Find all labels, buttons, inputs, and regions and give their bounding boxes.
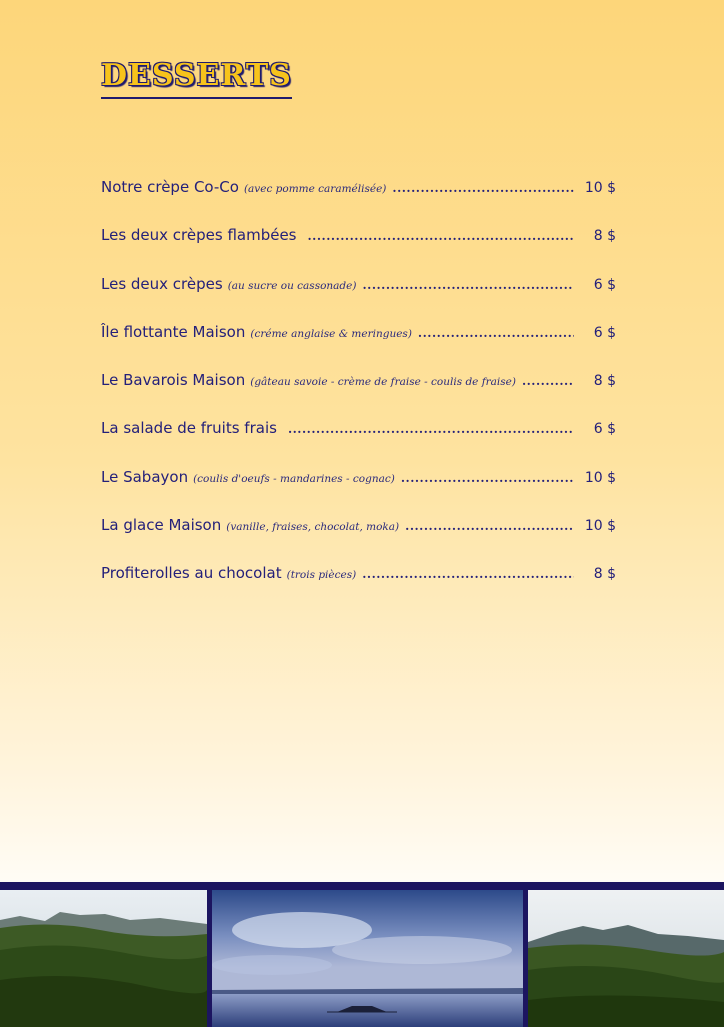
menu-item-price: 6 $ bbox=[593, 324, 616, 341]
lake-sky-boat-photo bbox=[212, 890, 523, 1027]
menu-item bbox=[101, 419, 616, 467]
dot-leader bbox=[392, 181, 574, 195]
dot-leader bbox=[362, 278, 574, 292]
menu-item-name: Les deux crèpes flambées bbox=[101, 226, 297, 245]
menu-item-price: 8 $ bbox=[593, 373, 616, 390]
mountain-forest-photo bbox=[528, 890, 724, 1027]
menu-item-price: 10 $ bbox=[584, 180, 616, 196]
menu-item bbox=[101, 468, 616, 516]
menu-item bbox=[101, 564, 616, 612]
menu-item-description: (gâteau savoie - crème de fraise - coulis de fraise) bbox=[250, 376, 516, 389]
menu-item-name: Le Sabayon bbox=[101, 467, 189, 486]
page-title: DESSERTS bbox=[101, 56, 292, 99]
forest-hills-photo bbox=[0, 890, 207, 1027]
menu-item-description: (avec pomme caramélisée) bbox=[243, 183, 387, 195]
menu-item-price: 8 $ bbox=[593, 566, 616, 583]
menu-item-name: Notre crèpe Co-Co bbox=[101, 178, 239, 196]
dot-leader bbox=[308, 229, 575, 243]
dot-leader bbox=[362, 567, 574, 581]
menu-item-description: (vanille, fraises, chocolat, moka) bbox=[226, 521, 400, 534]
dot-leader bbox=[401, 471, 574, 485]
menu-item-price: 8 $ bbox=[593, 228, 616, 245]
menu-item-name: La salade de fruits frais bbox=[101, 419, 277, 438]
menu-item-description: (trois pièces) bbox=[286, 569, 357, 582]
dessert-menu-list bbox=[101, 178, 616, 613]
menu-item bbox=[101, 516, 616, 564]
menu-item bbox=[101, 323, 616, 371]
menu-item-description: (au sucre ou cassonade) bbox=[227, 279, 357, 292]
dot-leader bbox=[288, 422, 574, 436]
menu-item-name: Profiterolles au chocolat bbox=[101, 564, 282, 583]
menu-item-name: Les deux crèpes bbox=[101, 274, 223, 293]
menu-item-price: 10 $ bbox=[584, 469, 616, 486]
menu-item bbox=[101, 178, 616, 226]
menu-item-name: Le Bavarois Maison bbox=[101, 371, 246, 390]
menu-item-description: (coulis d'oeufs - mandarines - cognac) bbox=[193, 472, 395, 485]
menu-item bbox=[101, 275, 616, 323]
menu-item-name: La glace Maison bbox=[101, 516, 222, 535]
menu-item-name: Île flottante Maison bbox=[101, 322, 246, 341]
menu-item-description: (créme anglaise & meringues) bbox=[250, 327, 412, 340]
dot-leader bbox=[522, 374, 574, 388]
dot-leader bbox=[418, 326, 574, 340]
photo-strip bbox=[0, 882, 724, 1027]
menu-item bbox=[101, 371, 616, 419]
menu-item-price: 6 $ bbox=[593, 276, 616, 293]
menu-item-price: 10 $ bbox=[584, 518, 616, 535]
menu-item bbox=[101, 226, 616, 274]
dot-leader bbox=[405, 519, 574, 533]
menu-item-price: 6 $ bbox=[593, 421, 616, 438]
